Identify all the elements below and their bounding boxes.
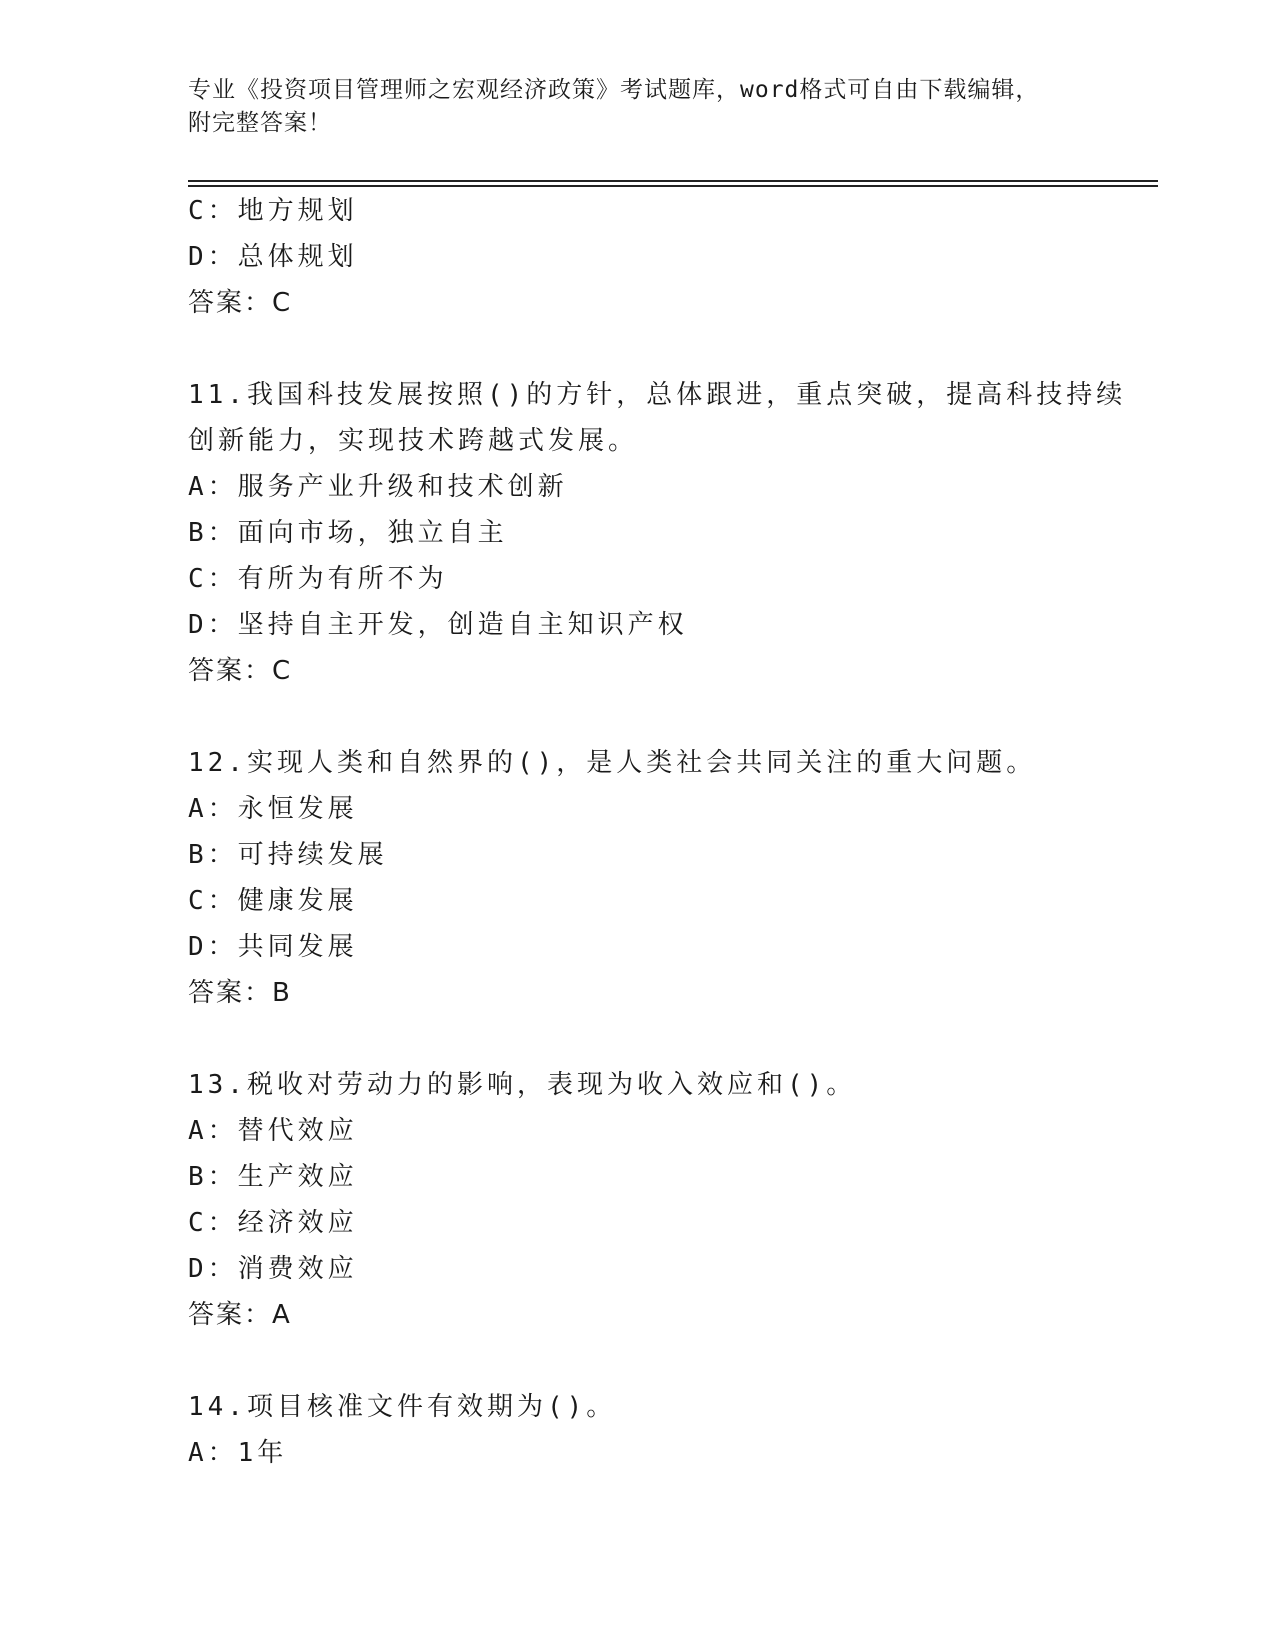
option-a: A：永恒发展 bbox=[188, 794, 358, 824]
answer-line: 答案：B bbox=[188, 978, 292, 1008]
question-text-continued: 创新能力，实现技术跨越式发展。 bbox=[188, 426, 639, 456]
header-divider-bottom bbox=[188, 185, 1158, 187]
block-spacer bbox=[188, 1016, 1158, 1062]
answer-line: 答案：A bbox=[188, 1300, 292, 1330]
document-header bbox=[188, 74, 1088, 140]
option-d: D：坚持自主开发，创造自主知识产权 bbox=[188, 610, 688, 640]
question-block bbox=[188, 188, 1158, 326]
option-d: D：总体规划 bbox=[188, 242, 358, 272]
question-block bbox=[188, 372, 1158, 694]
option-c: C：地方规划 bbox=[188, 196, 358, 226]
block-spacer bbox=[188, 694, 1158, 740]
option-b: B：可持续发展 bbox=[188, 840, 388, 870]
question-block bbox=[188, 740, 1158, 1016]
block-spacer bbox=[188, 326, 1158, 372]
option-a: A：替代效应 bbox=[188, 1116, 358, 1146]
option-a: A：1年 bbox=[188, 1438, 288, 1468]
answer-line: 答案：C bbox=[188, 288, 293, 318]
question-text: 12.实现人类和自然界的()，是人类社会共同关注的重大问题。 bbox=[188, 748, 1037, 778]
option-c: C：经济效应 bbox=[188, 1208, 358, 1238]
option-c: C：有所为有所不为 bbox=[188, 564, 448, 594]
answer-line: 答案：C bbox=[188, 656, 293, 686]
option-d: D：消费效应 bbox=[188, 1254, 358, 1284]
header-line-2: 附完整答案！ bbox=[188, 110, 332, 136]
question-text: 11.我国科技发展按照()的方针，总体跟进，重点突破，提高科技持续 bbox=[188, 380, 1127, 410]
question-block bbox=[188, 1062, 1158, 1338]
option-d: D：共同发展 bbox=[188, 932, 358, 962]
question-text: 13.税收对劳动力的影响，表现为收入效应和()。 bbox=[188, 1070, 857, 1100]
block-spacer bbox=[188, 1338, 1158, 1384]
header-line-1: 专业《投资项目管理师之宏观经济政策》考试题库，word格式可自由下载编辑， bbox=[188, 77, 1040, 103]
question-list bbox=[188, 188, 1158, 1476]
option-b: B：面向市场，独立自主 bbox=[188, 518, 508, 548]
option-c: C：健康发展 bbox=[188, 886, 358, 916]
option-a: A：服务产业升级和技术创新 bbox=[188, 472, 568, 502]
option-b: B：生产效应 bbox=[188, 1162, 358, 1192]
header-divider-top bbox=[188, 180, 1158, 182]
question-text: 14.项目核准文件有效期为()。 bbox=[188, 1392, 617, 1422]
question-block bbox=[188, 1384, 1158, 1476]
